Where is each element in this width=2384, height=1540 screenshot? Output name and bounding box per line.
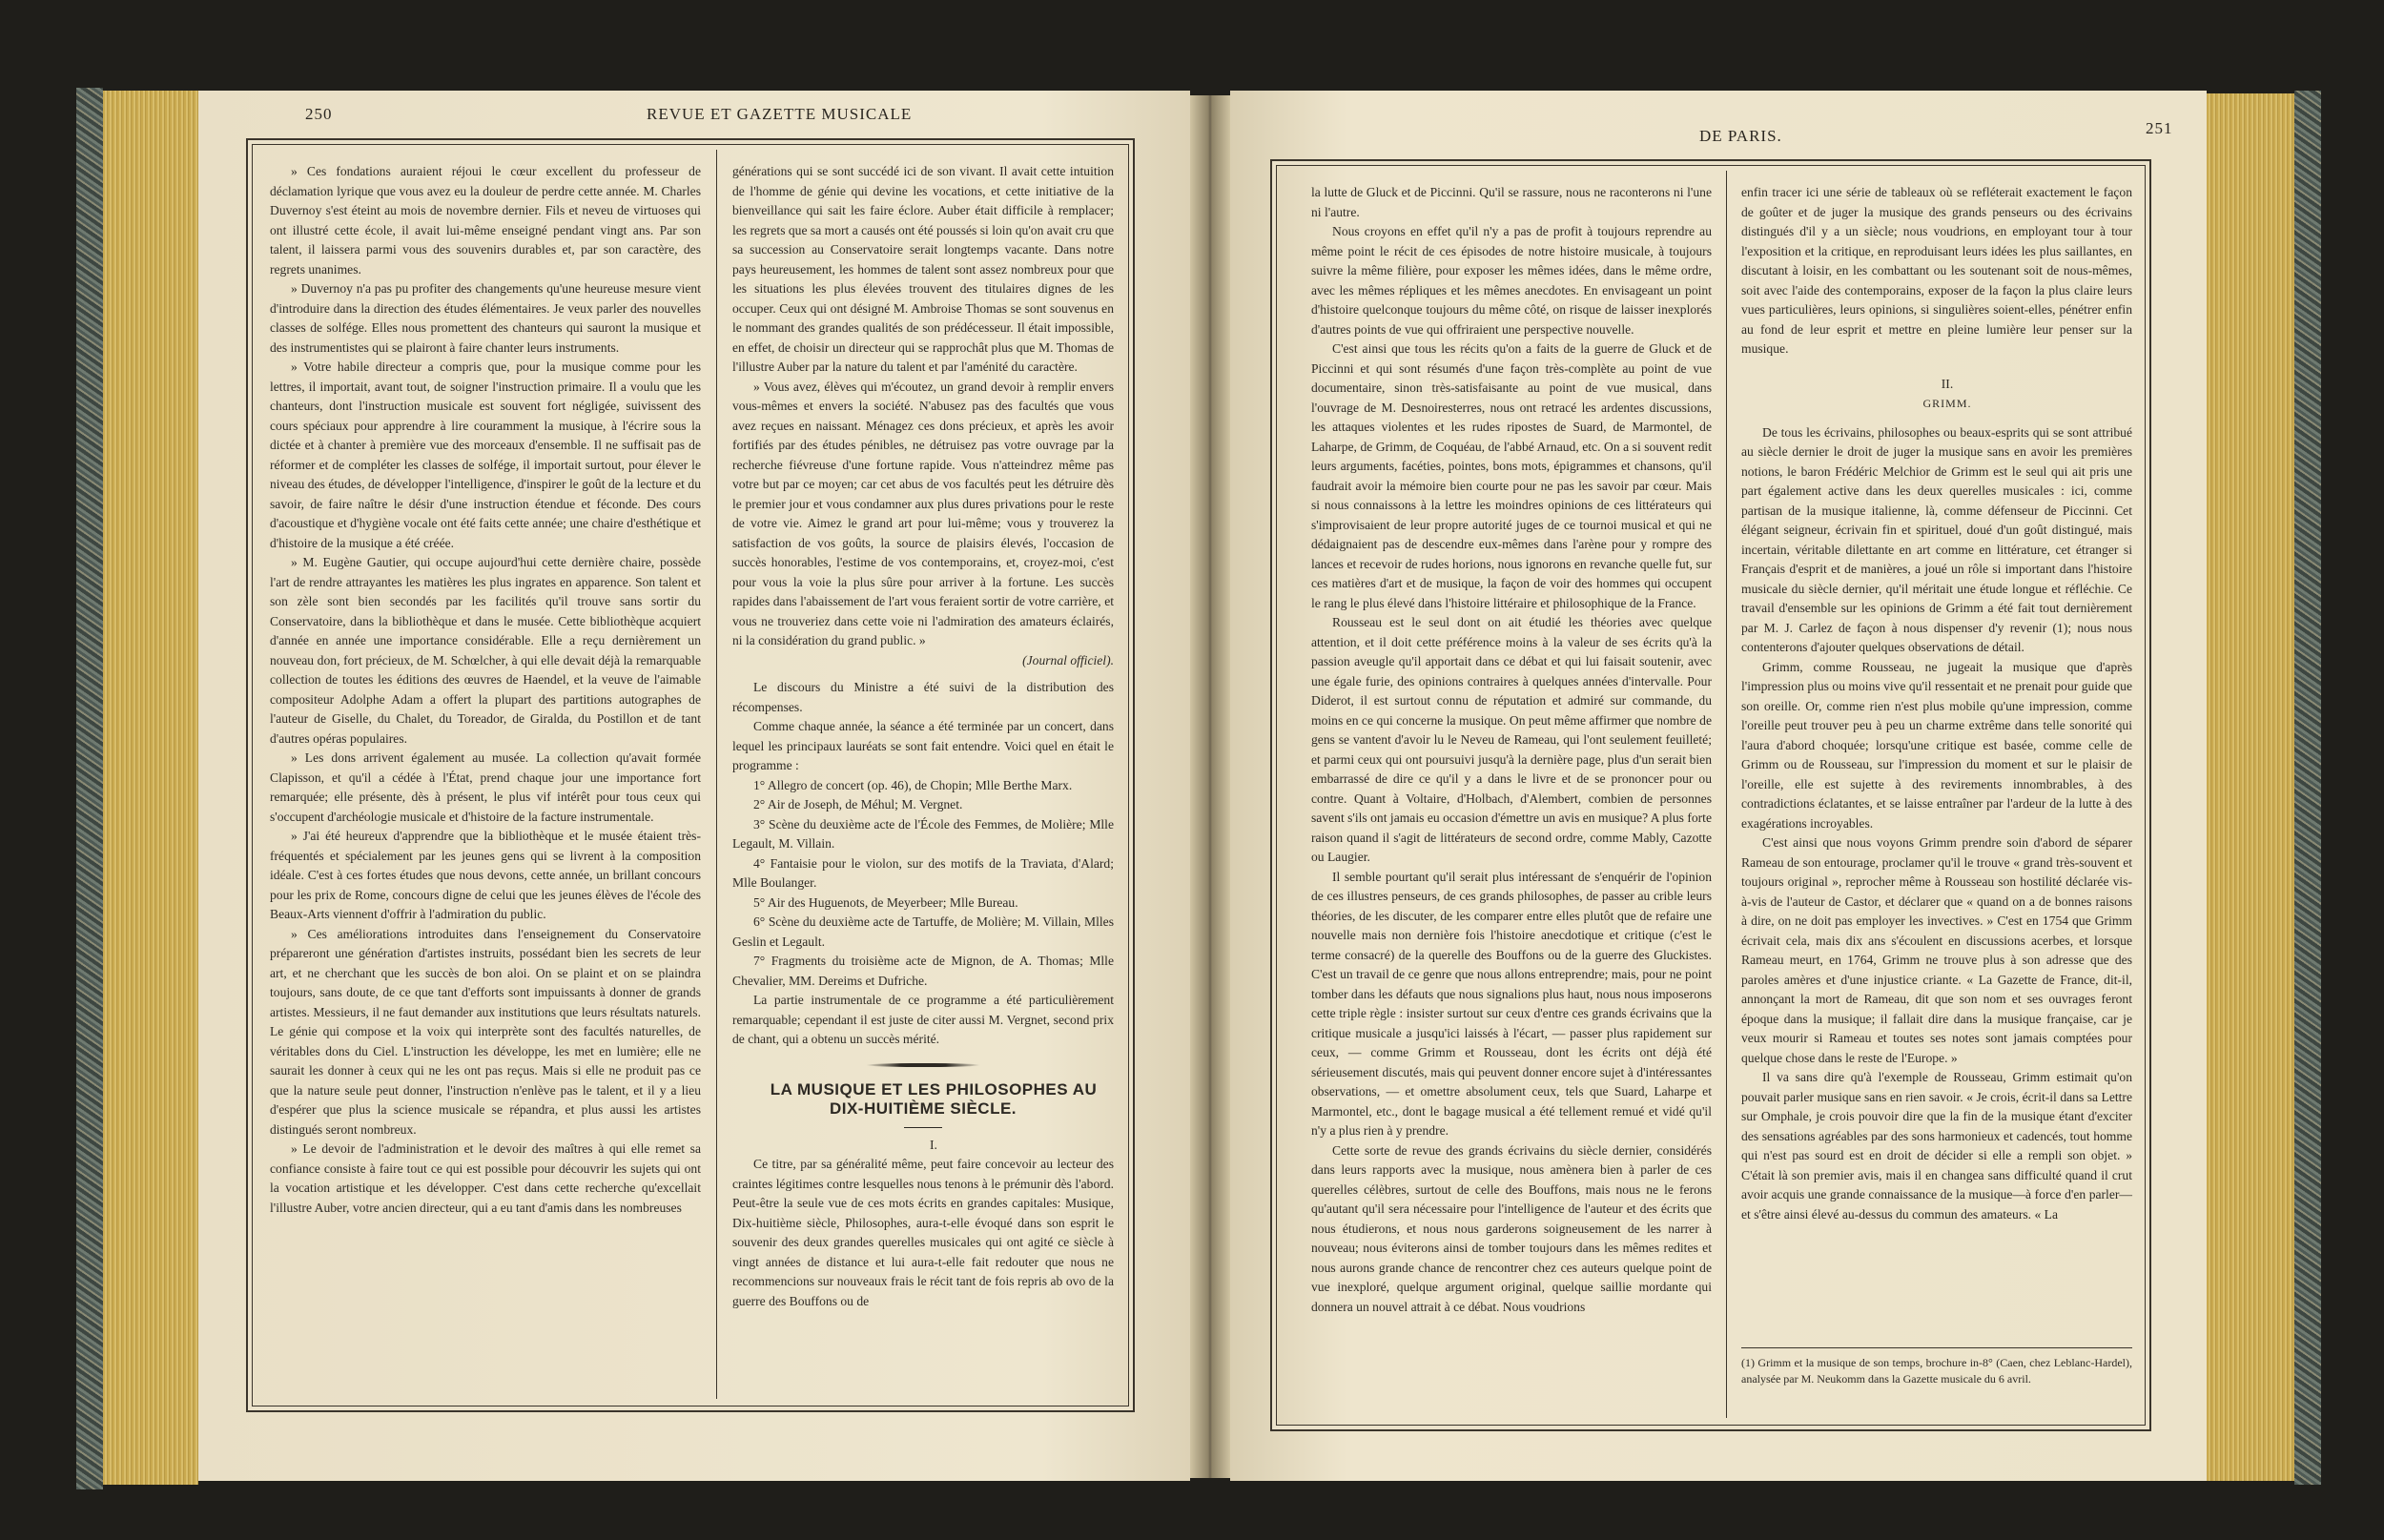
- left-column-1: [270, 162, 701, 1218]
- paragraph: Il va sans dire qu'à l'exemple de Rousseau, Grimm estimait qu'on pouvait parler musique sans en rien savoir. « Je crois, écrit-il dans sa Lettre sur Omphale, je crois pouvoir dire que la fin de la musique étant d'exciter des sensations agréables par des sons harmonieux et cadencés, tout homme qui n'est pas sourd est en droit de décider si elle a rempli son objet. » C'était là son premier avis, mais il en changea sans difficulté quand il crut avoir acquis une grande connaissance de la musique—à force d'en parler—et s'être ainsi élevé au-dessus du commun des amateurs. « La: [1741, 1070, 2132, 1222]
- paragraph: C'est ainsi que nous voyons Grimm prendre soin d'abord de séparer Rameau de son entourage, proclamer qu'il le trouve « grand très-souvent et toujours original », reprocher même à Rousseau son hostilité déclarée vis-à-vis de l'auteur de Castor, et déclarer que « quand on a de bonnes raisons à dire, on ne doit pas employer les invectives. » C'est en 1754 que Grimm écrivait cela, mais dix ans s'écoulent en discussions acerbes, et lorsque Rameau meurt, en 1764, Grimm ne trouve plus à son adresse que des paroles amères et d'une injustice criante. « La Gazette de France, dit-il, annonçant la mort de Rameau, dit que son nom et ses ouvrages feront époque dans la musique; il fallait dire dans la musique française, car je veux mourir si Rameau et toutes ses notes sont jamais comptées pour quelque chose dans le reste de l'Europe. »: [1741, 835, 2132, 1065]
- right-page-number: 251: [2146, 119, 2173, 137]
- left-column-2: [732, 162, 1114, 1311]
- paragraph: » Ces améliorations introduites dans l'enseignement du Conservatoire prépareront une génération d'artistes instruits, possédant bien les secrets de leur art, et ne cherchant que les succès de bon aloi. On se plaint et on se plaindra toujours, sans doute, de ce que tant d'efforts sont impuissants à donner de grands artistes. Messieurs, il ne faut demander aux institutions que leurs résultats naturels. Le génie qui compose et la voix qui interprète sont des facultés naturelles, de véritables dons du Ciel. L'instruction les développe, les met en lumière; elle ne saurait les donner à ceux qui ne les ont pas reçus. Mais si elle ne produit pas ce que la nature seule peut donner, l'instruction n'enlève pas le talent, et il y a lieu d'espérer que plus la science musicale se répandra, et plus aussi les artistes distingués seront nombreux.: [270, 926, 701, 1137]
- program-item: 3° Scène du deuxième acte de l'École des Femmes, de Molière; Mlle Legault, M. Villain.: [732, 816, 1114, 851]
- program-item: 4° Fantaisie pour le violon, sur des motifs de la Traviata, d'Alard; Mlle Boulanger.: [732, 855, 1114, 890]
- subsection-title: GRIMM.: [1922, 397, 1972, 410]
- program-item: 1° Allegro de concert (op. 46), de Chopin; Mlle Berthe Marx.: [753, 777, 1073, 792]
- paragraph: » Vous avez, élèves qui m'écoutez, un grand devoir à remplir envers vous-mêmes et envers la société. N'abusez pas des facultés que vous avez reçues en naissant. Ménagez ces dons précieux, et après les avoir fortifiés par des études pénibles, ne détruisez pas votre ouvrage par la recherche fiévreuse d'une fortune rapide. Vous n'atteindrez même pas votre but par ce moyen; car cet abus de vos facultés peut les détruire dès le premier jour et vous condamner aux plus dures privations pour le reste de votre vie. Aimez le grand art pour lui-même; vous y trouverez la satisfaction de vos goûts, la source de plaisirs élevés, l'occasion de succès honorables, l'estime de vos contemporains, et, croyez-moi, c'est pour vous la voie la plus sûre pour arriver à la fortune. Les succès rapides dans l'abaissement de l'art vous feraient sortir de votre carrière, et vous ne trouveriez dans cette voie ni l'admiration des amateurs éclairés, ni la considération du grand public. »: [732, 379, 1114, 647]
- right-page: [1230, 91, 2207, 1481]
- book-cover-left: [76, 88, 103, 1489]
- program-item: 2° Air de Joseph, de Méhul; M. Vergnet.: [753, 797, 963, 811]
- section-number: I.: [930, 1137, 937, 1152]
- short-rule: [904, 1127, 942, 1128]
- ornament-divider: [866, 1063, 980, 1067]
- section-title: LA MUSIQUE ET LES PHILOSOPHES AU DIX-HUITIÈME SIÈCLE.: [770, 1079, 1098, 1118]
- paragraph: » M. Eugène Gautier, qui occupe aujourd'hui cette dernière chaire, possède l'art de rendre attrayantes les matières les plus ingrates en apparence. Son talent et son zèle sont bien secondés par les facilités qu'il trouve sans sortir du Conservatoire, dans la bibliothèque et dans le musée. Cette bibliothèque acquiert d'année en année une importance considérable. Elle a reçu dernièrement un nouveau don, fort précieux, de M. Schœlcher, à qui elle devait déjà la remarquable collection de toutes les éditions des œuvres de Haendel, et la veuve de l'aimable compositeur Adolphe Adam a offert la plupart des partitions autographes de l'auteur de Giselle, du Chalet, du Toreador, de Giralda, du Postillon et de tant d'autres opéras populaires.: [270, 555, 701, 746]
- left-page-number: 250: [305, 105, 333, 123]
- footnote: (1) Grimm et la musique de son temps, brochure in-8° (Caen, chez Leblanc-Hardel), analysée par M. Neukomm dans la Gazette musicale du 6 avril.: [1741, 1356, 2132, 1386]
- paragraph: » Les dons arrivent également au musée. La collection qu'avait formée Clapisson, et qu'il a cédée à l'État, prend chaque jour une importance fort remarquée; elle présente, dès à présent, le plus vif intérêt pour tous ceux qui s'occupent d'archéologie musicale et d'histoire de la facture instrumentale.: [270, 750, 701, 824]
- right-running-title: DE PARIS.: [1699, 127, 1782, 145]
- paragraph: enfin tracer ici une série de tableaux où se refléterait exactement le façon de goûter et de juger la musique des grands penseurs ou des écrivains distingués d'il y a un siècle; nous voudrions, en employant tour à tour l'exposition et la critique, en reproduisant leurs idées les plus saillantes, en discutant à loisir, en les combattant ou les soutenant soit de nous-mêmes, soit avec l'aide des contemporains, exposer de la façon la plus claire leurs vues particulières, leurs opinions, si singulières soient-elles, pénétrer enfin au fond de leur esprit et mettre en pleine lumière leur penser sur la musique.: [1741, 185, 2132, 356]
- book-cover-right: [2294, 91, 2321, 1485]
- left-page: [198, 91, 1190, 1481]
- paragraph: Il semble pourtant qu'il serait plus intéressant de s'enquérir de l'opinion de ces illustres penseurs, de ces grands philosophes, de passer au crible leurs théories, de les discuter, de les comparer entre elles plutôt que de refaire une nouvelle mais non dernière fois l'histoire anecdotique et critique (c'est le terme consacré) de la querelle des Bouffons ou de la guerre des Gluckistes. C'est un travail de ce genre que nous allons entreprendre; mais, pour ne point tomber dans les défauts que nous signalions plus haut, nous nous imposerons cette triple règle : insister surtout sur ceux d'entre ces grands écrivains que la critique musicale a jusqu'ici laissés à l'écart, — passer plus rapidement sur ceux, — comme Grimm et Rousseau, dont les écrits ont déjà été sérieusement discutés, mais qui peuvent donner encore sujet à d'intéressantes observations, — et omettre absolument ceux, tels que Suard, Laharpe et Marmontel, etc., dont le bagage musical a été tellement remué et vidé qu'il n'y a plus rien à y prendre.: [1311, 869, 1712, 1138]
- right-column-2: [1741, 183, 2132, 1224]
- paragraph: » Ces fondations auraient réjoui le cœur excellent du professeur de déclamation lyrique que vous avez eu la douleur de perdre cette année. M. Charles Duvernoy s'est éteint au mois de novembre dernier. Fils et neveu de virtuoses qui ont illustré cette école, il avait lui-même enseigné pendant vingt ans. Par son talent, il laissera parmi vous des souvenirs durables et, par son caractère, des regrets unanimes.: [270, 164, 701, 277]
- paragraph: » J'ai été heureux d'apprendre que la bibliothèque et le musée étaient très-fréquentés et spécialement par les jeunes gens qui se livrent à la composition idéale. C'est à ces fortes études que nous devons, cette année, un brillant concours pour les prix de Rome, concours digne de celui que les jeunes élèves de l'école des Beaux-Arts viennent d'offrir à l'admiration du public.: [270, 829, 701, 921]
- left-column-rule: [716, 150, 717, 1399]
- section-number: II.: [1941, 376, 1954, 391]
- program-item: 7° Fragments du troisième acte de Mignon, de A. Thomas; Mlle Chevalier, MM. Dereims et Dufriche.: [732, 954, 1114, 988]
- paragraph: » Votre habile directeur a compris que, pour la musique comme pour les lettres, il importait, avant tout, de soigner l'instruction primaire. Il a voulu que les chanteurs, dont l'instruction musicale est souvent fort négligée, suivissent des cours spéciaux pour apprendre à lire couramment la musique, à l'écrire sous la dictée et à chanter à première vue des morceaux d'ensemble. Il ne suffisait pas de réformer et de compléter les classes de solfége, il importait surtout, pour élever le niveau des études, de développer l'intelligence, d'inspirer le goût de la lecture et du savoir, de faire naître le désir d'une instruction étendue et féconde. Des cours d'acoustique et d'hygiène vocale ont été faits cette année; une chaire d'esthétique et d'histoire de la musique a été créée.: [270, 359, 701, 550]
- paragraph: Comme chaque année, la séance a été terminée par un concert, dans lequel les principaux lauréats se sont fait entendre. Voici quel en était le programme :: [732, 719, 1114, 772]
- paragraph: De tous les écrivains, philosophes ou beaux-esprits qui se sont attribué au siècle dernier le droit de juger la musique sans en avoir les premières notions, le baron Frédéric Melchior de Grimm est le seul qui ait pris une part également active dans les deux querelles musicales : ici, comme partisan de la musique italienne, là, comme défenseur de Piccinni. Cet élégant seigneur, écrivain fin et spirituel, doué d'un goût distingué, mais incertain, véritable dilettante en art comme en littérature, cet étranger si Français d'esprit et de manières, a joué un rôle si important dans l'histoire musicale du siècle dernier, qu'il méritait une étude longue et réfléchie. Ce travail d'ensemble sur les opinions de Grimm a été fait tout dernièrement par M. J. Carlez de façon à nous dispenser d'y revenir (1); nous nous contenterons d'ajouter quelques observations de détail.: [1741, 424, 2132, 654]
- book-gutter: [1190, 95, 1230, 1478]
- program-item: 6° Scène du deuxième acte de Tartuffe, de Molière; M. Villain, Mlles Geslin et Legault.: [732, 914, 1114, 949]
- paragraph: Grimm, comme Rousseau, ne jugeait la musique que d'après l'impression plus ou moins vive qu'il ressentait et ne prenait pour guide que son oreille. Or, comme rien n'est plus mobile qu'une impression, comme l'oreille peut trouver peu à peu un charme extrême dans telle sonorité qui l'aura d'abord choquée; lorsqu'une critique est basée, comme celle de Grimm ou de Rousseau, sur l'impression du moment et sur le plaisir de l'oreille, elle est sujette à des revirements innombrables, à des contradictions éclatantes, et se laisse entraîner par l'ardeur de la lutte à des exagérations incroyables.: [1741, 659, 2132, 831]
- paragraph: générations qui se sont succédé ici de son vivant. Il avait cette intuition de l'homme de génie qui devine les vocations, et cette initiative de la bienveillance qui sait les faire éclore. Auber était difficile à remplacer; les regrets que sa mort a causés ont été poussés si loin qu'on avait cru que sa succession au Conservatoire serait longtemps vacante. Dans notre pays heureusement, les hommes de talent sont assez nombreux pour que les situations les plus élevées trouvent des titulaires dignes de les occuper. Ceux qui ont désigné M. Ambroise Thomas se sont souvenus en le nommant des grandes qualités de son prédécesseur. Il était impossible, en effet, de choisir un directeur qui se rapprochât plus que M. Thomas de l'illustre Auber par la nature du talent et par l'aménité du caractère.: [732, 164, 1114, 374]
- source-signature: (Journal officiel).: [1022, 652, 1114, 667]
- paragraph: Rousseau est le seul dont on ait étudié les théories avec quelque attention, et il doit cette préférence moins à la valeur de ses écrits qu'à la passion aveugle qu'il apportait dans ce débat et qui lui faisait soutenir, avec une égale furie, des opinions contraires à quelques années d'intervalle. Pour Diderot, il est surtout connu de réputation et admiré sur commande, du moins en ce qui concerne la musique. On peut même affirmer que nombre de gens se vantent d'avoir lu le Neveu de Rameau, qui l'ont seulement feuilleté; et parmi ceux qui ont poursuivi jusqu'à la dernière page, plus d'un serait bien embarrassé de dire ce qu'il y a dans le livre et de se prononcer pour ou contre. Quant à Voltaire, d'Holbach, d'Alembert, combien de personnes savent s'ils ont jamais eu occasion d'émettre un avis en musique? A plus forte raison quand il s'agit de littérateurs de second ordre, comme Mably, Cazotte ou Laugier.: [1311, 615, 1712, 864]
- right-column-1: [1311, 183, 1712, 1317]
- page-edges-left: [103, 91, 198, 1485]
- footnote-rule: [1741, 1347, 2132, 1348]
- paragraph: C'est ainsi que tous les récits qu'on a faits de la guerre de Gluck et de Piccinni et qui sont résumés d'une façon très-complète au point de vue documentaire, sinon très-satisfaisante au point de vue musical, dans l'ouvrage de M. Desnoiresterres, nous ont retracé les ardentes discussions, les attaques violentes et les rudes ripostes de Suard, de Marmontel, de Laharpe, de Grimm, de Coquéau, de l'abbé Arnaud, etc. On a si souvent redit leurs arguments, facéties, pointes, bons mots, épigrammes et chansons, qu'il faudrait avoir la mémoire bien courte pour ne pas les savoir par cœur. Mais si nous connaissons à la lettre les moindres opinions de ces littérateurs qui s'improvisaient de leur propre autorité juges de ce tournoi musical et qui ne dédaignaient pas de descendre eux-mêmes dans l'arène pour y rompre des lances et recevoir de rudes horions, nous ignorons en revanche quelle fut, sur ces matières d'art et de musique, la façon de voir des hommes qui occupent le rang le plus élevé dans l'histoire littéraire et philosophique de la France.: [1311, 341, 1712, 610]
- paragraph: Nous croyons en effet qu'il n'y a pas de profit à toujours reprendre au même point le récit de ces épisodes de notre histoire musicale, à toujours suivre la même filière, pour exposer les mêmes idées, dans le même ordre, avec les mêmes répliques et les mêmes anecdotes. En envisageant un point d'histoire quelconque toujours du même côté, on risque de laisser inexplorés d'autres points de vue qui offriraient une perspective nouvelle.: [1311, 224, 1712, 337]
- paragraph: Le discours du Ministre a été suivi de la distribution des récompenses.: [732, 680, 1114, 714]
- left-running-title: REVUE ET GAZETTE MUSICALE: [647, 105, 913, 123]
- paragraph: » Duvernoy n'a pas pu profiter des changements qu'une heureuse mesure vient d'introduire dans la direction des études élémentaires. Je veux parler des nouvelles classes de solfége. Elles nous promettent des chanteurs qui sauront la musique et des instrumentistes qui se plairont à faire chanter leurs instruments.: [270, 281, 701, 355]
- paragraph: Cette sorte de revue des grands écrivains du siècle dernier, considérés dans leurs rapports avec la musique, nous amènera bien à parler de ces querelles célèbres, surtout de celle des Bouffons, mais nous ne le ferons qu'autant qu'il sera nécessaire pour l'intelligence de l'auteur et des écrits que nous étudierons, et nous nous garderons soigneusement de les narrer à nouveau; nous éviterons ainsi de tomber toujours dans les mêmes redites et nous aurons grande chance de rencontrer chez ces auteurs quelque point de vue inexploré, quelque argument original, quelque saillie mordante qui donnera un nouvel attrait à ce débat. Nous voudrions: [1311, 1142, 1712, 1314]
- paragraph: la lutte de Gluck et de Piccinni. Qu'il se rassure, nous ne raconterons ni l'une ni l'autre.: [1311, 185, 1712, 219]
- page-edges-right: [2207, 93, 2294, 1481]
- program-item: 5° Air des Huguenots, de Meyerbeer; Mlle Bureau.: [753, 894, 1018, 910]
- paragraph: Ce titre, par sa généralité même, peut faire concevoir au lecteur des craintes légitimes contre lesquelles nous tenons à le prémunir dès l'abord. Peut-être la seule vue de ces mots écrits en grandes capitales: Musique, Dix-huitième siècle, Philosophes, aura-t-elle évoqué dans son esprit le souvenir des deux grandes querelles musicales qui ont agité ce siècle à vingt années de distance et lui aura-t-elle fait redouter que nous ne recommencions sur nouveaux frais le récit tant de fois repris ab ovo de la guerre des Bouffons ou de: [732, 1157, 1114, 1308]
- right-column-rule: [1726, 171, 1727, 1418]
- paragraph: La partie instrumentale de ce programme a été particulièrement remarquable; cependant il est juste de citer aussi M. Vergnet, second prix de chant, qui a obtenu un succès mérité.: [732, 993, 1114, 1046]
- paragraph: » Le devoir de l'administration et le devoir des maîtres à qui elle remet sa confiance consiste à faire tout ce qui est possible pour découvrir les sujets qui ont la vocation artistique et les développer. C'est dans cette recherche qu'excellait l'illustre Auber, votre ancien directeur, qui a eu tant d'amis dans les nombreuses: [270, 1141, 701, 1215]
